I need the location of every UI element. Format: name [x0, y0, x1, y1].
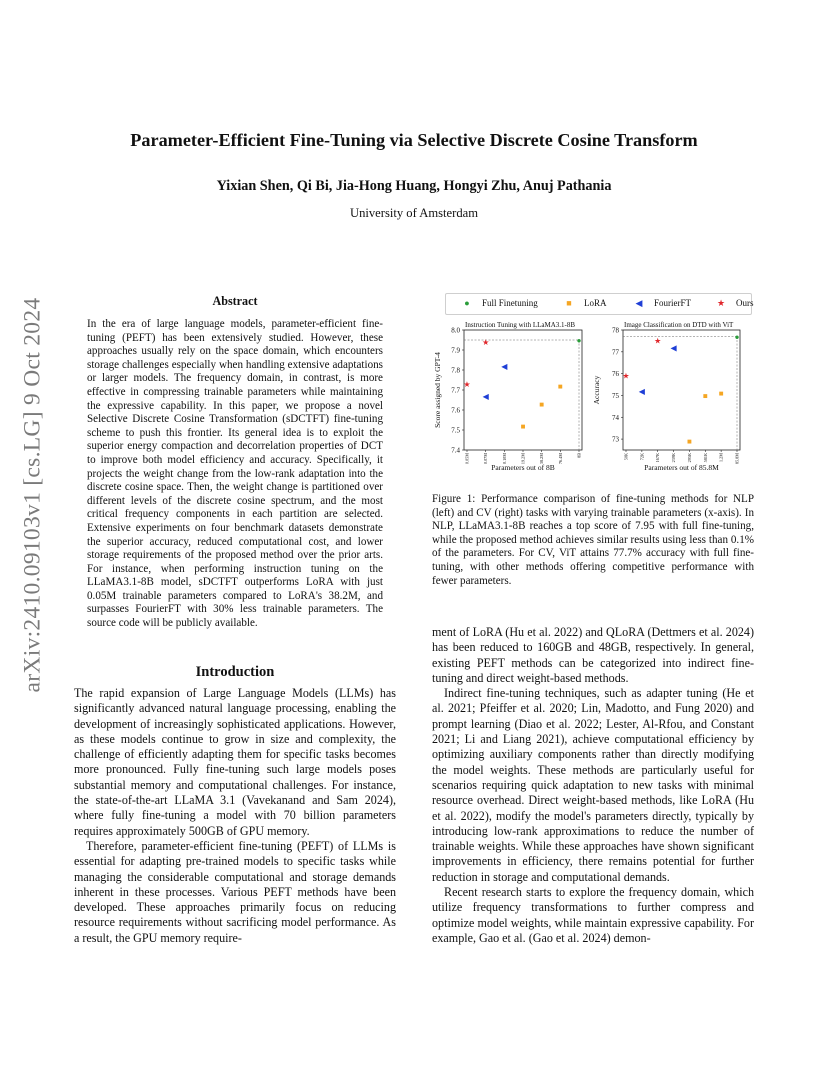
y-tick-label: 7.5	[451, 426, 460, 435]
data-point-fourierft: ◀	[482, 391, 489, 401]
x-axis-label: Parameters out of 85.8M	[644, 463, 719, 472]
plot-frame	[464, 330, 582, 450]
legend-item-ours: ★ Ours	[716, 298, 754, 308]
chart-title: Instruction Tuning with LLaMA3.1-8B	[465, 321, 576, 329]
data-point-lora: ■	[520, 421, 526, 431]
intro-paragraph-1: The rapid expansion of Large Language Models (LLMs) has significantly advanced natural language processing, enabling the development of increasingly sophisticated applications. However, as these models continue to grow in size and complexity, the challenge of efficiently adapting them for specific tasks becomes more pronounced. Fully fine-tuning such large models poses substantial memory and computational challenges. For instance, the state-of-the-art LLaMA 3.1 (Vavekanand and Sam 2024), where fully fine-tuning a model with 70 billion parameters requires approximately 500GB of GPU memory.	[74, 686, 396, 838]
triangle-marker-icon: ◀	[635, 298, 643, 308]
arxiv-stamp	[10, 295, 56, 695]
x-tick-label: 38.2M	[539, 453, 545, 465]
abstract-heading: Abstract	[212, 294, 258, 308]
data-point-lora: ■	[702, 391, 708, 401]
x-tick-label: 76.4M	[557, 453, 563, 465]
data-point-ours: ★	[463, 379, 471, 389]
y-tick-label: 73	[612, 435, 619, 444]
data-point-fourierft: ◀	[670, 343, 677, 353]
figure-1	[432, 293, 754, 478]
x-tick-label: 19.2M	[520, 453, 526, 465]
chart-title: Image Classification on DTD with ViT	[624, 321, 734, 329]
intro-right-column	[432, 625, 754, 946]
x-tick-label: 581K	[702, 453, 708, 463]
data-point-ours: ★	[654, 336, 662, 346]
intro-paragraph-5: Recent research starts to explore the frequency domain, which utilize frequency transformations to further compress and optimize model weights, while maintain expressive capability. For example, Gao et al. (Gao et al. 2024) demon-	[432, 885, 754, 945]
data-point-lora: ■	[557, 381, 563, 391]
intro-left-column	[74, 686, 396, 946]
x-tick-label: 0.07M	[483, 453, 489, 465]
y-axis-label: Accuracy	[592, 375, 601, 405]
star-marker-icon: ★	[716, 298, 726, 308]
y-tick-label: 7.8	[451, 366, 460, 375]
x-tick-label: 1.2M	[718, 453, 724, 462]
circle-marker-icon: ●	[464, 298, 470, 308]
paper-affiliation: University of Amsterdam	[349, 206, 478, 220]
data-point-fourierft: ◀	[501, 361, 508, 371]
y-tick-label: 77	[612, 348, 619, 357]
legend-item-fourierft: ◀ FourierFT	[635, 298, 691, 308]
x-tick-label: 295K	[686, 453, 692, 463]
x-tick-label: 85.8M	[734, 453, 740, 465]
paper-authors: Yixian Shen, Qi Bi, Jia-Hong Huang, Hongyi Zhu, Anuj Pathania	[216, 178, 612, 194]
data-point-fourierft: ◀	[638, 386, 645, 396]
intro-paragraph-4: Indirect fine-tuning techniques, such as adapter tuning (He et al. 2021; Pfeiffer et al. 2020; Lin, Madotto, and Fung 2020) and prompt learning (Diao et al. 2022; Lester, Al-Rfou, and Constant 2021; Li and Liang 2021), achieve computational efficiency by optimizing auxiliary components rather than directly modifying the model weights. These methods are particularly useful for scenarios requiring quick adaptation to new tasks with minimal resource overhead. Direct weight-based methods, like LoRA (Hu et al. 2022), modify the model's parameters directly, typically by introducing low-rank approximations to reduce the number of trainable weights. While these approaches have shown significant improvements in efficiency, there remains potential for further reduction in storage and computational demands.	[432, 686, 754, 884]
x-tick-label: 167K	[655, 453, 661, 463]
data-point-lora: ■	[539, 399, 545, 409]
data-point-lora: ■	[687, 437, 692, 447]
y-tick-label: 7.6	[451, 406, 460, 415]
x-tick-label: 72K	[639, 453, 645, 461]
y-tick-label: 7.7	[451, 386, 460, 395]
x-tick-label: 0.10M	[501, 453, 507, 465]
x-axis-label: Parameters out of 8B	[491, 463, 555, 472]
figure-caption: Figure 1: Performance comparison of fine-tuning methods for NLP (left) and CV (right) tasks with varying trainable parameters (x-axis). In NLP, LLaMA3.1-8B reaches a top score of 7.95 with full fine-tuning, while the proposed method achieves similar results using less than 0.1% of the parameters. For CV, ViT attains 77.7% accuracy with full fine-tuning, with other methods offering competitive performance with fewer parameters.	[432, 493, 754, 587]
x-tick-label: 8B	[576, 453, 582, 458]
paper-title: Parameter-Efficient Fine-Tuning via Selective Discrete Cosine Transform	[130, 130, 698, 150]
y-tick-label: 78	[612, 326, 619, 335]
y-tick-label: 74	[612, 413, 619, 422]
data-point-ours: ★	[622, 371, 630, 381]
data-point-ours: ★	[482, 337, 490, 347]
y-axis-label: Score assigned by GPT-4	[433, 352, 442, 428]
x-tick-label: 50K	[623, 453, 629, 461]
y-tick-label: 7.9	[451, 346, 460, 355]
y-tick-label: 76	[612, 370, 619, 379]
legend-item-full-finetuning: ● Full Finetuning	[462, 298, 538, 308]
data-point-full-finetuning: ●	[576, 335, 582, 345]
figure-charts	[432, 293, 754, 478]
introduction-heading: Introduction	[195, 664, 275, 680]
arxiv-id: arXiv:2410.09103v1 [cs.LG] 9 Oct 2024	[19, 297, 46, 693]
abstract-text: In the era of large language models, parameter-efficient fine-tuning (PEFT) has been extensively studied. However, these approaches usually rely on the space domain, which encounters storage challenges especially when handling extensive adaptations or larger models. The frequency domain, in contrast, is more effective in compressing trainable parameters while maintaining the expressive capability. In this paper, we propose a novel Selective Discrete Cosine Transformation (sDCTFT) fine-tuning scheme to push this frontier. Its general idea is to exploit the superior energy compaction and decorrelation properties of DCT to improve both model efficiency and accuracy. Specifically, it projects the weight change from the low-rank adaptation into the discrete cosine space. Then, the weight change is partitioned over different levels of the discrete cosine spectrum, and the most critical frequency components in each partition are selected. Extensive experiments on four benchmark datasets demonstrate the superior accuracy, reduced computational cost, and lower storage requirements of the proposed method over the prior arts. For instance, when performing instruction tuning on the LLaMA3.1-8B model, sDCTFT outperforms LoRA with just 0.05M trainable parameters compared to LoRA's 38.2M, and surpasses FourierFT with 30% less trainable parameters. The source code will be publicly available.	[87, 318, 383, 630]
square-marker-icon: ■	[566, 298, 572, 308]
x-tick-label: 239K	[671, 453, 677, 463]
x-tick-label: 0.05M	[464, 453, 470, 465]
y-tick-label: 75	[612, 391, 619, 400]
data-point-lora: ■	[718, 389, 724, 399]
intro-paragraph-2: Therefore, parameter-efficient fine-tuning (PEFT) of LLMs is essential for adapting pre-trained models to specific tasks while managing the considerable computational and storage demands inherent in these processes. Various PEFT methods have been developed. These approaches primarily focus on reducing resource requirements without sacrificing model performance. As a result, the GPU memory require-	[74, 838, 396, 945]
data-point-full-finetuning: ●	[734, 332, 740, 342]
y-tick-label: 8.0	[451, 326, 460, 335]
y-tick-label: 7.4	[451, 446, 460, 455]
intro-paragraph-3: ment of LoRA (Hu et al. 2022) and QLoRA (Dettmers et al. 2024) has been reduced to 160GB and 48GB, respectively. In general, existing PEFT methods can be categorized into indirect fine-tuning and direct weight-based methods.	[432, 625, 754, 685]
legend-item-lora: ■ LoRA	[564, 298, 607, 308]
